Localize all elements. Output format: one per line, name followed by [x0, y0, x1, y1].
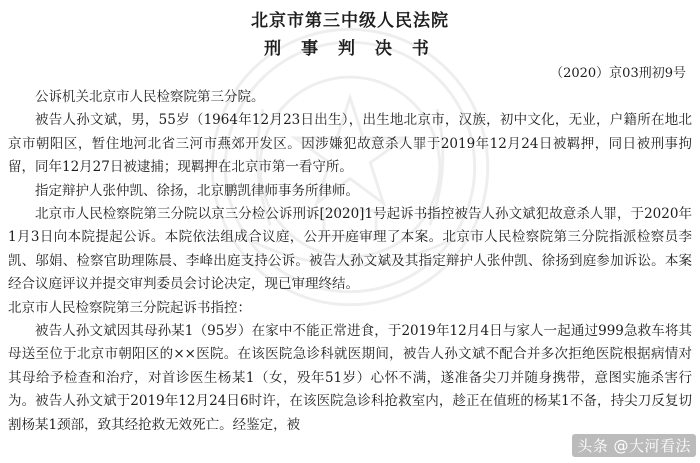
paragraph-indictment-heading: 北京市人民检察院第三分院起诉书指控：	[8, 299, 251, 316]
court-name: 北京市第三中级人民法院	[251, 11, 449, 31]
source-watermark: 头条 @大河看法	[572, 434, 696, 457]
paragraph-prosecutor: 公诉机关北京市人民检察院第三分院。	[35, 89, 265, 105]
paragraph-defendant: 被告人孙文斌，男，55岁（1964年12月23日出生），出生地北京市，汉族，初中文化，无业，户籍所在地北京市朝阳区，暂住地河北省三河市燕郊开发区。因涉嫌犯故意杀人罪于2019年12月24日被羁押，同日被刑事拘留，同年12月27日被逮捕；现羁押在北京市第一看守所。	[8, 112, 692, 176]
judgment-body	[8, 86, 692, 437]
case-number: （2020）京03刑初9号	[550, 66, 686, 81]
paragraph-indictment-facts: 被告人孙文斌因其母孙某1（95岁）在家中不能正常进食，于2019年12月4日与家人一起通过999急救车将其母送至位于北京市朝阳区的××医院。在该医院急诊科就医期间，被告人孙文斌不配合并多次拒绝医院根据病情对其母给予检查和治疗，对首诊医生杨某1（女，殁年51岁）心怀不满，遂准备尖刀并随身携带，意图实施杀害行为。被告人孙文斌于2019年12月24日6时许，在该医院急诊科抢救室内，趁正在值班的杨某1不备，持尖刀反复切割杨某1颈部，致其经抢救无效死亡。经鉴定，被	[8, 323, 692, 433]
paragraph-defense-counsel: 指定辩护人张仲凯、徐扬，北京鹏凯律师事务所律师。	[35, 182, 359, 199]
paragraph-procedure: 北京市人民检察院第三分院以京三分检公诉刑诉[2020]1号起诉书指控被告人孙文斌犯故意杀人罪，于2020年1月3日向本院提起公诉。本院依法组成合议庭，公开开庭审理了本案。北京市人民检察院第三分院指派检察员李凯、邬娟、检察官助理陈晨、李峰出庭支持公诉。被告人孙文斌及其指定辩护人张仲凯、徐扬到庭参加诉讼。本案经合议庭评议并提交审判委员会讨论决定，现已审理终结。	[8, 206, 692, 293]
document-title: 刑 事 判 决 书	[264, 39, 436, 59]
